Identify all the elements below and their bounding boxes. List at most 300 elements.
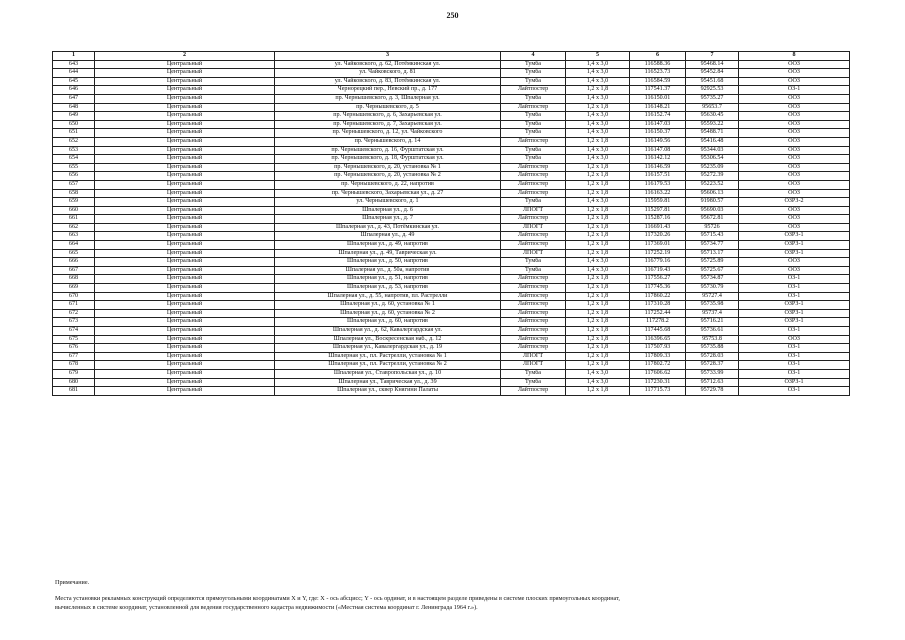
cell-zone: ОЗРЗ-1 <box>739 309 850 318</box>
cell-coord-y: 95734.87 <box>686 275 739 284</box>
cell-zone: ОЗРЗ-1 <box>739 378 850 387</box>
cell-coord-y: 95452.84 <box>686 69 739 78</box>
cell-structure-type: Лайтпостер <box>501 215 566 224</box>
cell-zone: ООЗ <box>739 206 850 215</box>
cell-district: Центральный <box>95 335 275 344</box>
cell-structure-type: Лайтпостер <box>501 163 566 172</box>
cell-row-number: 656 <box>53 172 95 181</box>
cell-structure-type: Лайтпостер <box>501 387 566 396</box>
cell-row-number: 675 <box>53 335 95 344</box>
cell-row-number: 651 <box>53 129 95 138</box>
cell-address: пр. Чернышевского, д. 16, Фурштатская ул. <box>275 146 501 155</box>
cell-district: Центральный <box>95 309 275 318</box>
cell-zone: ООЗ <box>739 137 850 146</box>
cell-address: пр. Чернышевского, д. 18, Фурштатская ул. <box>275 155 501 164</box>
cell-row-number: 680 <box>53 378 95 387</box>
cell-coord-y: 95713.17 <box>686 249 739 258</box>
cell-zone: ООЗ <box>739 120 850 129</box>
cell-size: 1,4 x 3,0 <box>566 69 630 78</box>
cell-address: пр. Чернышевского, д. 3, Шпалерная ул. <box>275 94 501 103</box>
cell-zone: ООЗ <box>739 60 850 69</box>
cell-size: 1,2 x 1,8 <box>566 137 630 146</box>
page-number: 250 <box>446 11 459 20</box>
cell-size: 1,2 x 1,8 <box>566 189 630 198</box>
cell-zone: ОЗ-1 <box>739 284 850 293</box>
cell-district: Центральный <box>95 292 275 301</box>
cell-structure-type: Тумба <box>501 146 566 155</box>
cell-coord-y: 91980.57 <box>686 198 739 207</box>
table-row <box>53 369 850 378</box>
cell-size: 1,4 x 3,0 <box>566 258 630 267</box>
cell-address: Шпалерная ул., д. 51, напротив <box>275 275 501 284</box>
cell-row-number: 676 <box>53 344 95 353</box>
cell-coord-x: 116396.65 <box>630 335 686 344</box>
cell-size: 1,2 x 1,8 <box>566 361 630 370</box>
table-row <box>53 223 850 232</box>
cell-coord-x: 116779.16 <box>630 258 686 267</box>
cell-zone: ООЗ <box>739 335 850 344</box>
cell-coord-x: 117541.37 <box>630 86 686 95</box>
cell-coord-x: 116584.59 <box>630 77 686 86</box>
table-row <box>53 206 850 215</box>
cell-zone: ООЗ <box>739 189 850 198</box>
table-row <box>53 232 850 241</box>
cell-district: Центральный <box>95 146 275 155</box>
cell-district: Центральный <box>95 120 275 129</box>
cell-district: Центральный <box>95 387 275 396</box>
column-header: 1 <box>53 52 95 61</box>
column-header: 7 <box>686 52 739 61</box>
table-row <box>53 266 850 275</box>
cell-coord-y: 95223.52 <box>686 180 739 189</box>
table-row <box>53 137 850 146</box>
cell-size: 1,4 x 3,0 <box>566 369 630 378</box>
table-row <box>53 335 850 344</box>
cell-structure-type: ЛПОГТ <box>501 361 566 370</box>
cell-zone: ООЗ <box>739 94 850 103</box>
cell-zone: ООЗ <box>739 215 850 224</box>
cell-structure-type: ЛПОГТ <box>501 352 566 361</box>
cell-size: 1,4 x 3,0 <box>566 266 630 275</box>
data-table-container <box>52 51 849 396</box>
cell-coord-x: 116146.59 <box>630 163 686 172</box>
cell-zone: ОЗ-1 <box>739 292 850 301</box>
cell-district: Центральный <box>95 206 275 215</box>
header-row <box>53 52 850 61</box>
cell-address: Шпалерная ул., д. 6 <box>275 206 501 215</box>
cell-coord-y: 95735.98 <box>686 301 739 310</box>
cell-address: Шпалерная ул., д. 50, напротив <box>275 258 501 267</box>
cell-size: 1,2 x 1,8 <box>566 180 630 189</box>
cell-address: Шпалерная ул., д. 60, установка № 1 <box>275 301 501 310</box>
cell-address: ул. Чайковского, д. 83, Потёмкинская ул. <box>275 77 501 86</box>
cell-district: Центральный <box>95 249 275 258</box>
cell-coord-y: 95725.67 <box>686 266 739 275</box>
table-body <box>53 60 850 395</box>
cell-coord-y: 95593.22 <box>686 120 739 129</box>
cell-zone: ОЗ-1 <box>739 275 850 284</box>
cell-address: пр. Чернышевского, д. 14 <box>275 137 501 146</box>
cell-coord-y: 95737.4 <box>686 309 739 318</box>
column-header: 2 <box>95 52 275 61</box>
table-row <box>53 292 850 301</box>
cell-structure-type: Лайтпостер <box>501 137 566 146</box>
cell-zone: ОЗРЗ-1 <box>739 318 850 327</box>
table-row <box>53 275 850 284</box>
cell-coord-x: 117802.72 <box>630 361 686 370</box>
cell-row-number: 647 <box>53 94 95 103</box>
cell-district: Центральный <box>95 241 275 250</box>
cell-row-number: 667 <box>53 266 95 275</box>
cell-coord-y: 95606.13 <box>686 189 739 198</box>
table-row <box>53 180 850 189</box>
cell-structure-type: Тумба <box>501 198 566 207</box>
table-row <box>53 146 850 155</box>
table-row <box>53 215 850 224</box>
cell-coord-x: 117278.2 <box>630 318 686 327</box>
cell-row-number: 664 <box>53 241 95 250</box>
cell-coord-y: 95468.14 <box>686 60 739 69</box>
cell-coord-y: 95672.81 <box>686 215 739 224</box>
cell-coord-y: 95728.37 <box>686 361 739 370</box>
cell-size: 1,2 x 1,8 <box>566 292 630 301</box>
cell-district: Центральный <box>95 361 275 370</box>
cell-district: Центральный <box>95 163 275 172</box>
cell-district: Центральный <box>95 189 275 198</box>
cell-row-number: 669 <box>53 284 95 293</box>
cell-address: ул. Чайковского, д. 81 <box>275 69 501 78</box>
cell-zone: ОЗ-1 <box>739 369 850 378</box>
cell-row-number: 661 <box>53 215 95 224</box>
cell-district: Центральный <box>95 60 275 69</box>
cell-row-number: 672 <box>53 309 95 318</box>
cell-district: Центральный <box>95 172 275 181</box>
cell-size: 1,2 x 1,8 <box>566 103 630 112</box>
cell-district: Центральный <box>95 344 275 353</box>
cell-size: 1,2 x 1,8 <box>566 284 630 293</box>
cell-address: пр. Чернышевского, д. 12, ул. Чайковского <box>275 129 501 138</box>
cell-coord-y: 95712.63 <box>686 378 739 387</box>
cell-structure-type: Лайтпостер <box>501 172 566 181</box>
cell-district: Центральный <box>95 232 275 241</box>
cell-district: Центральный <box>95 258 275 267</box>
cell-coord-y: 95730.79 <box>686 284 739 293</box>
cell-row-number: 650 <box>53 120 95 129</box>
cell-coord-x: 116179.53 <box>630 180 686 189</box>
cell-zone: ООЗ <box>739 155 850 164</box>
cell-district: Центральный <box>95 129 275 138</box>
cell-coord-x: 116147.03 <box>630 120 686 129</box>
cell-structure-type: ЛПОГТ <box>501 249 566 258</box>
cell-address: Шпалерная ул., д. 62, Кавалергардская ул. <box>275 327 501 336</box>
cell-address: Шпалерная ул., Воскресенская наб., д. 12 <box>275 335 501 344</box>
cell-row-number: 681 <box>53 387 95 396</box>
cell-district: Центральный <box>95 301 275 310</box>
cell-address: Шпалерная ул., Таврическая ул., д. 39 <box>275 378 501 387</box>
cell-zone: ООЗ <box>739 266 850 275</box>
cell-coord-x: 115959.81 <box>630 198 686 207</box>
table-row <box>53 60 850 69</box>
cell-coord-y: 95630.45 <box>686 112 739 121</box>
cell-address: ул. Чайковского, д. 62, Потёмкинская ул. <box>275 60 501 69</box>
cell-zone: ООЗ <box>739 77 850 86</box>
cell-structure-type: Лайтпостер <box>501 103 566 112</box>
notes-title: Примечание. <box>55 579 90 586</box>
cell-coord-x: 116150.01 <box>630 94 686 103</box>
cell-address: Шпалерная ул., д. 55, напротив, пл. Растрелли <box>275 292 501 301</box>
cell-coord-y: 95728.03 <box>686 352 739 361</box>
cell-district: Центральный <box>95 137 275 146</box>
cell-structure-type: Лайтпостер <box>501 275 566 284</box>
cell-structure-type: Лайтпостер <box>501 180 566 189</box>
cell-coord-x: 117809.33 <box>630 352 686 361</box>
cell-structure-type: Лайтпостер <box>501 189 566 198</box>
cell-address: Шпалерная ул., д. 53, напротив <box>275 284 501 293</box>
column-header: 3 <box>275 52 501 61</box>
cell-structure-type: Тумба <box>501 266 566 275</box>
table-row <box>53 309 850 318</box>
cell-district: Центральный <box>95 223 275 232</box>
cell-coord-y: 95344.03 <box>686 146 739 155</box>
notes-section <box>55 578 855 612</box>
cell-coord-x: 117310.28 <box>630 301 686 310</box>
table-row <box>53 249 850 258</box>
column-header: 5 <box>566 52 630 61</box>
cell-address: Шпалерная ул., д. 7 <box>275 215 501 224</box>
cell-address: Шпалерная ул., Ставропольская ул., д. 10 <box>275 369 501 378</box>
cell-zone: ОЗ-1 <box>739 327 850 336</box>
cell-coord-x: 116148.21 <box>630 103 686 112</box>
cell-coord-y: 95235.09 <box>686 163 739 172</box>
cell-coord-y: 95726 <box>686 223 739 232</box>
cell-coord-y: 95306.54 <box>686 155 739 164</box>
cell-address: ул. Чернышевского, д. 1 <box>275 198 501 207</box>
cell-address: Шпалерная ул., д. 49 <box>275 232 501 241</box>
cell-zone: ОЗ-1 <box>739 344 850 353</box>
cell-structure-type: Тумба <box>501 112 566 121</box>
cell-row-number: 673 <box>53 318 95 327</box>
cell-structure-type: Лайтпостер <box>501 327 566 336</box>
table-row <box>53 198 850 207</box>
notes-line-1: Места установки рекламных конструкций определяются прямоугольными координатами X и Y, где: X - ось абсцисс; Y - ось ординат, и в настоящем разделе приведены в системе плоских прямоугольных координат, <box>55 595 620 602</box>
cell-row-number: 658 <box>53 189 95 198</box>
cell-row-number: 670 <box>53 292 95 301</box>
cell-structure-type: Тумба <box>501 258 566 267</box>
cell-zone: ООЗ <box>739 103 850 112</box>
cell-row-number: 655 <box>53 163 95 172</box>
cell-address: Шпалерная ул., Кавалергардская ул., д. 19 <box>275 344 501 353</box>
cell-address: Шпалерная ул., д. 49, Таврическая ул. <box>275 249 501 258</box>
table-row <box>53 344 850 353</box>
cell-zone: ОЗ-1 <box>739 387 850 396</box>
cell-zone: ООЗ <box>739 223 850 232</box>
table-row <box>53 284 850 293</box>
cell-row-number: 654 <box>53 155 95 164</box>
table-row <box>53 327 850 336</box>
cell-zone: ООЗ <box>739 69 850 78</box>
cell-address: пр. Чернышевского, д. 22, напротив <box>275 180 501 189</box>
cell-zone: ООЗ <box>739 163 850 172</box>
cell-coord-y: 95451.68 <box>686 77 739 86</box>
cell-zone: ОЗРЗ-1 <box>739 241 850 250</box>
cell-coord-x: 116719.43 <box>630 266 686 275</box>
cell-district: Центральный <box>95 327 275 336</box>
cell-size: 1,2 x 1,8 <box>566 86 630 95</box>
cell-zone: ООЗ <box>739 146 850 155</box>
cell-structure-type: Лайтпостер <box>501 309 566 318</box>
cell-structure-type: Тумба <box>501 120 566 129</box>
table-row <box>53 258 850 267</box>
cell-row-number: 657 <box>53 180 95 189</box>
cell-district: Центральный <box>95 77 275 86</box>
cell-coord-y: 95735.27 <box>686 94 739 103</box>
cell-district: Центральный <box>95 155 275 164</box>
cell-structure-type: Лайтпостер <box>501 301 566 310</box>
cell-coord-y: 95727.4 <box>686 292 739 301</box>
cell-size: 1,4 x 3,0 <box>566 112 630 121</box>
cell-address: Шпалерная ул., д. 50а, напротив <box>275 266 501 275</box>
notes-line-2: вычисленных в системе координат, установленной для ведения государственного кадастра недвижимости («Местная система координат г. Ленинграда 1964 г.»). <box>55 604 478 611</box>
cell-size: 1,2 x 1,8 <box>566 352 630 361</box>
cell-district: Центральный <box>95 266 275 275</box>
cell-size: 1,4 x 3,0 <box>566 198 630 207</box>
cell-structure-type: Лайтпостер <box>501 318 566 327</box>
cell-structure-type: Лайтпостер <box>501 284 566 293</box>
cell-district: Центральный <box>95 86 275 95</box>
cell-row-number: 660 <box>53 206 95 215</box>
cell-structure-type: ЛПОГТ <box>501 206 566 215</box>
cell-zone: ОЗРЗ-1 <box>739 249 850 258</box>
cell-coord-x: 117252.19 <box>630 249 686 258</box>
table-row <box>53 241 850 250</box>
cell-district: Центральный <box>95 198 275 207</box>
table-row <box>53 94 850 103</box>
cell-coord-x: 116142.12 <box>630 155 686 164</box>
cell-structure-type: Тумба <box>501 129 566 138</box>
table-row <box>53 129 850 138</box>
cell-row-number: 653 <box>53 146 95 155</box>
cell-zone: ОЗРЗ-2 <box>739 198 850 207</box>
cell-coord-x: 116588.36 <box>630 60 686 69</box>
cell-address: Шпалерная ул., д. 60, установка № 2 <box>275 309 501 318</box>
cell-size: 1,2 x 1,8 <box>566 206 630 215</box>
cell-zone: ООЗ <box>739 112 850 121</box>
table-row <box>53 163 850 172</box>
cell-coord-y: 95272.39 <box>686 172 739 181</box>
cell-row-number: 666 <box>53 258 95 267</box>
table-row <box>53 86 850 95</box>
cell-address: пр. Чернышевского, д. 20, установка № 1 <box>275 163 501 172</box>
cell-structure-type: Тумба <box>501 378 566 387</box>
cell-coord-x: 115287.16 <box>630 215 686 224</box>
cell-coord-y: 95729.78 <box>686 387 739 396</box>
cell-coord-y: 95736.61 <box>686 327 739 336</box>
cell-district: Центральный <box>95 112 275 121</box>
cell-size: 1,2 x 1,8 <box>566 163 630 172</box>
cell-coord-y: 95716.21 <box>686 318 739 327</box>
table-row <box>53 103 850 112</box>
cell-structure-type: Тумба <box>501 60 566 69</box>
cell-address: Шпалерная ул., д. 49, напротив <box>275 241 501 250</box>
cell-coord-x: 117230.31 <box>630 378 686 387</box>
cell-size: 1,2 x 1,8 <box>566 301 630 310</box>
cell-structure-type: Тумба <box>501 369 566 378</box>
cell-size: 1,2 x 1,8 <box>566 275 630 284</box>
table-row <box>53 172 850 181</box>
cell-district: Центральный <box>95 180 275 189</box>
column-header: 4 <box>501 52 566 61</box>
table-row <box>53 387 850 396</box>
cell-coord-x: 117606.62 <box>630 369 686 378</box>
cell-zone: ОЗ-1 <box>739 361 850 370</box>
cell-size: 1,2 x 1,8 <box>566 387 630 396</box>
cell-size: 1,4 x 3,0 <box>566 146 630 155</box>
cell-coord-x: 116147.08 <box>630 146 686 155</box>
cell-coord-y: 95653.7 <box>686 103 739 112</box>
cell-address: пр. Чернышевского, д. 7, Захарьевская ул. <box>275 120 501 129</box>
cell-district: Центральный <box>95 284 275 293</box>
cell-row-number: 644 <box>53 69 95 78</box>
cell-structure-type: Тумба <box>501 94 566 103</box>
cell-address: пр. Чернышевского, Захарьевская ул., д. 27 <box>275 189 501 198</box>
cell-coord-x: 116523.73 <box>630 69 686 78</box>
cell-coord-x: 116149.56 <box>630 137 686 146</box>
cell-address: Шпалерная ул., пл. Растрелли, установка № 2 <box>275 361 501 370</box>
cell-structure-type: ЛПОГТ <box>501 223 566 232</box>
cell-address: пр. Чернышевского, д. 20, установка № 2 <box>275 172 501 181</box>
cell-size: 1,4 x 3,0 <box>566 120 630 129</box>
cell-coord-y: 95735.88 <box>686 344 739 353</box>
cell-zone: ОЗРЗ-1 <box>739 232 850 241</box>
table-row <box>53 77 850 86</box>
cell-size: 1,2 x 1,8 <box>566 309 630 318</box>
cell-zone: ОЗ-1 <box>739 352 850 361</box>
cell-district: Центральный <box>95 378 275 387</box>
cell-structure-type: Лайтпостер <box>501 86 566 95</box>
cell-size: 1,2 x 1,8 <box>566 241 630 250</box>
cell-district: Центральный <box>95 69 275 78</box>
cell-coord-y: 95733.99 <box>686 369 739 378</box>
cell-coord-x: 117445.68 <box>630 327 686 336</box>
cell-coord-y: 95725.89 <box>686 258 739 267</box>
cell-address: Чернорецкий пер., Невский пр., д. 177 <box>275 86 501 95</box>
cell-size: 1,2 x 1,8 <box>566 232 630 241</box>
cell-row-number: 677 <box>53 352 95 361</box>
column-header: 6 <box>630 52 686 61</box>
cell-row-number: 648 <box>53 103 95 112</box>
cell-coord-x: 116163.22 <box>630 189 686 198</box>
cell-row-number: 674 <box>53 327 95 336</box>
cell-row-number: 643 <box>53 60 95 69</box>
cell-size: 1,2 x 1,8 <box>566 318 630 327</box>
cell-coord-y: 95753.8 <box>686 335 739 344</box>
cell-size: 1,4 x 3,0 <box>566 378 630 387</box>
cell-coord-x: 117252.44 <box>630 309 686 318</box>
cell-structure-type: Тумба <box>501 77 566 86</box>
cell-coord-x: 117715.73 <box>630 387 686 396</box>
table-row <box>53 155 850 164</box>
table-row <box>53 301 850 310</box>
cell-address: пр. Чернышевского, д. 5 <box>275 103 501 112</box>
cell-address: Шпалерная ул., д. 60, напротив <box>275 318 501 327</box>
cell-row-number: 679 <box>53 369 95 378</box>
cell-structure-type: Тумба <box>501 69 566 78</box>
cell-structure-type: Тумба <box>501 155 566 164</box>
table-row <box>53 120 850 129</box>
cell-size: 1,2 x 1,8 <box>566 215 630 224</box>
table-row <box>53 352 850 361</box>
cell-coord-y: 95690.03 <box>686 206 739 215</box>
